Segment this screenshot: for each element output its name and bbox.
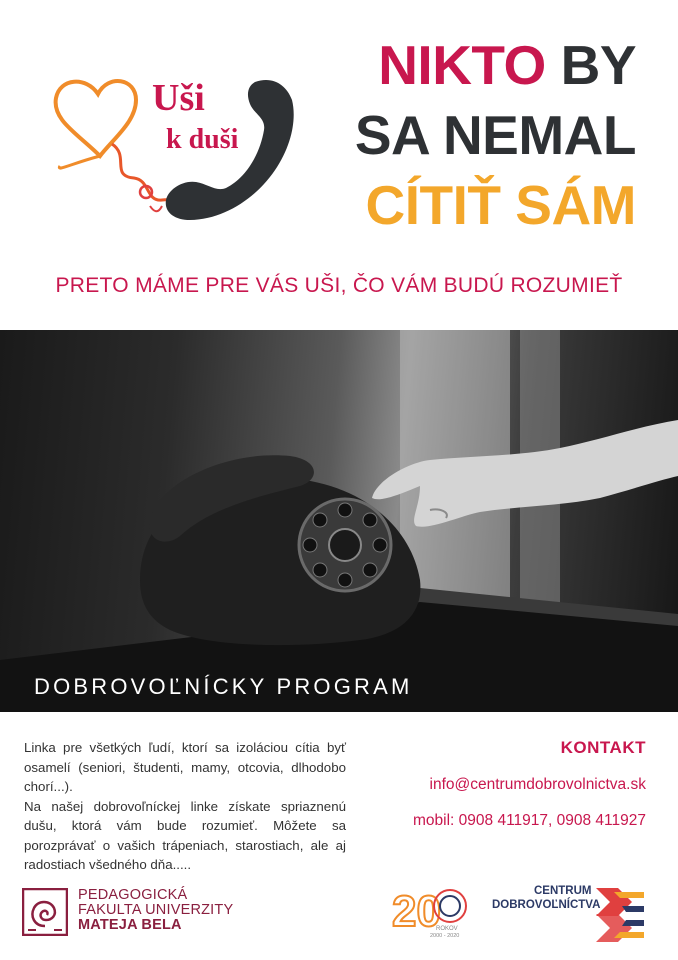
contact-mobile: mobil: 0908 411917, 0908 411927 [413,812,646,829]
headline [355,30,636,240]
description-paragraph-2: Na našej dobrovoľníckej linke získate spriaznenú dušu, ktorá vám bude rozumieť. Môžete sa porozprávať o vašich trápeniach, starostiach, ale aj radostiach všedného dňa..... [24,798,346,872]
tagline: PRETO MÁME PRE VÁS UŠI, ČO VÁM BUDÚ ROZUMIEŤ [55,274,623,297]
photo-caption: DOBROVOĽNÍCKY PROGRAM [34,674,413,699]
description-paragraph-1: Linka pre všetkých ľudí, ktorí sa izoláciou cítia byť osamelí (seniori, študenti, mamy, otcovia, dlhodobo chorí...). [24,740,346,794]
centrum-flag-icon [592,884,648,942]
usi-k-dusi-logo [50,60,310,230]
description [24,738,346,875]
centrum-logo [490,884,650,944]
anniversary-20-icon [392,884,472,930]
contact-email-link[interactable]: info@centrumdobrovolnictva.sk [429,776,646,793]
faculty-emblem-icon [22,888,68,936]
centrum-name-line2: DOBROVOĽNÍCTVA [492,899,601,911]
pointing-hand-icon [0,330,678,712]
headline-line1 [355,30,636,100]
headline-word-nikto: NIKTO [378,34,546,96]
logo-title-line2: k duši [166,124,239,155]
anniversary-number: 20 [392,887,441,930]
logo-title-line1: Uši [152,77,205,119]
headline-line2: SA NEMAL [354,104,636,166]
headline-word-by: BY [560,34,636,96]
faculty-name-line3: MATEJA BELA [78,917,182,933]
contact-heading: KONTAKT [560,738,646,757]
centrum-name-line1: CENTRUM [534,885,592,897]
anniversary-label: ROKOV [436,926,458,932]
faculty-logo [22,888,252,942]
faculty-name-line1: PEDAGOGICKÁ [78,887,188,903]
faculty-name-line2: FAKULTA UNIVERZITY [78,902,234,918]
anniversary-years: 2000 - 2020 [430,933,460,939]
hero-photo [0,330,678,712]
faculty-name [78,888,233,933]
headline-line3: CÍTIŤ SÁM [365,174,636,236]
anniversary-logo [392,884,472,944]
